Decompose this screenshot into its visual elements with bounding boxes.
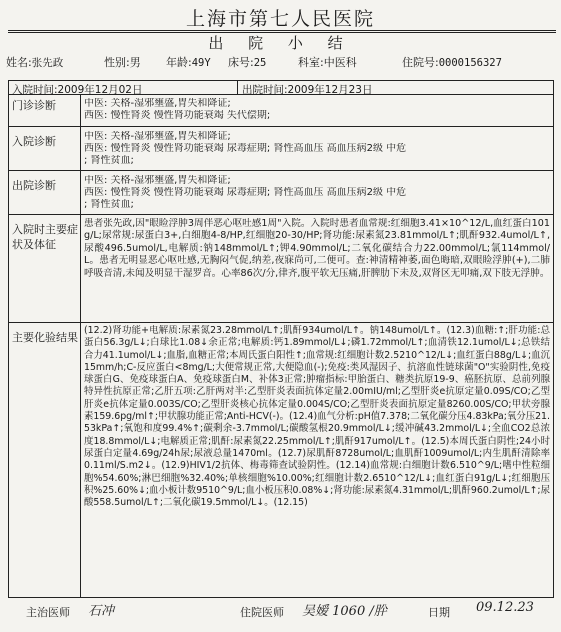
date-label: 日期 xyxy=(428,606,450,619)
discharge-diagnosis: 中医: 关格-湿邪壅盛,胃失和降证; 西医: 慢性肾炎 慢性肾功能衰竭 尿毒症期; 肾性高血压 高血压病2级 中危 ; 肾性贫血; xyxy=(84,175,407,210)
admission-diagnosis: 中医: 关格-湿邪壅盛,胃失和降证; 西医: 慢性肾炎 慢性肾功能衰竭 尿毒症期; 肾性高血压 高血压病2级 中危 ; 肾性贫血; xyxy=(84,131,407,166)
patient-department: 科室:中医科 xyxy=(298,56,357,69)
patient-bed: 床号:25 xyxy=(228,56,267,69)
patient-age: 年龄:49Y xyxy=(166,56,211,69)
row-divider xyxy=(8,322,554,323)
outpatient-diagnosis: 中医: 关格-湿邪壅盛,胃失和降证; 西医: 慢性肾炎 慢性肾功能衰竭 失代偿期; xyxy=(84,98,271,121)
row-divider xyxy=(8,126,554,127)
admission-number: 住院号:0000156327 xyxy=(402,56,502,69)
row-divider xyxy=(8,170,554,171)
admit-date: 入院时间:2009年12月02日 xyxy=(12,84,143,96)
title-rule-top xyxy=(8,30,556,31)
document-title: 出 院 小 结 xyxy=(208,34,353,52)
discharge-date: 出院时间:2009年12月23日 xyxy=(242,84,373,96)
symptoms-text: 患者张先政,因"眼睑浮肿3周伴恶心呕吐感1周"入院。入院时患者血常规:红细胞3.41×10^12/L,血红蛋白101g/L;尿常规:尿蛋白3+,白细胞4-8/HP,红细胞20-30/HP;肾功能:尿素氮23.81mmol/L↑;肌酐932.4umol/L↑,尿酸496.5umol/L,电解质:钠148mmol/L↑;钾4.90mmol/L;二氧化碳结合力22.00mmol/L;氯114mmol/L。患者无明显恶心呕吐感,无胸闷气促,纳差,夜寐尚可,二便可。查:神清精神萎,面色晦暗,双眼睑浮肿(+),二肺呼吸音清,未闻及明显干湿罗音。心率86次/分,律齐,腹平软无压痛,肝脾肋下未及,双肾区无叩痛,双下肢无浮肿。 xyxy=(84,218,550,279)
lab-results-text: (12.2)肾功能+电解质:尿素氮23.28mmol/L↑;肌酐934umol/L↑。钠148umol/L↑。(12.3)血糖:↑;肝功能:总蛋白56.3g/L↓;白球比1.08↓余正常;电解质:钙1.89mmol/L↓;磷1.72mmol/L↑;血清铁12.1umol/L↓;总铁结合力41.1umol/L↓;血脂,血糖正常;本周氏蛋白阳性↑;血常规:红细胞计数2.5210^12/L↓;血红蛋白88g/L↓;血沉15mm/h;C-反应蛋白<8mg/L;大便常规正常,大便隐血(-);免疫:类风湿因子、抗溶血性链球菌"O"实验阴性,免疫球蛋白G、免疫球蛋白A、免疫球蛋白M、补体3正常;肿瘤指标:甲胎蛋白、糖类抗原19-9、癌胚抗原、总前列腺特异性抗原正常;乙肝五项:乙肝两对半:乙型肝炎表面抗体定量2.00mIU/ml;乙型肝炎e抗原定量0.09S/CO;乙型肝炎e抗体定量0.003S/CO;乙型肝炎核心抗体定量0.004S/CO;乙型肝炎表面抗原定量8260.00S/CO;甲状旁腺素159.6pg/ml↑;甲状腺功能正常;Anti-HCV(-)。(12.4)血气分析:pH值7.378;二氧化碳分压4.83kPa;氧分压21.53kPa↑;氧饱和度99.4%↑;碳剩余-3.7mmol/L;碳酸氢根20.9mmol/L↓;缓冲碱43.2mmol/L↓;全血CO2总浓度18.8mmol/L↓;电解质正常;肌酐:尿素氮22.25mmol/L↑;肌酐917umol/L↑。(12.5)本周氏蛋白阴性;24小时尿蛋白定量4.69g/24h尿;尿液总量1470ml。(12.7)尿肌酐8728umol/L;血肌酐1009umol/L;内生肌酐清除率0.11ml/S.m2↓。(12.9)HIV1/2抗体、梅毒筛查试验阴性。(12.14)血常规:白细胞计数6.510^9/L;嗜中性粒细胞%54.60%;淋巴细胞%32.40%;单核细胞%10.00%;红细胞计数2.6510^12/L↓;血红蛋白91g/L↓;红细胞压积%25.60%↓;血小板计数9510^9/L;血小板压积0.08%↓;肾功能:尿素氮4.31mmol/L;肌酐960.2umol/L↑;尿酸558.5umol/L↑;二氧化碳19.5mmol/L↓。(12.15) xyxy=(84,325,550,509)
patient-name: 姓名:张先政 xyxy=(6,56,64,69)
symptoms-label: 入院时主要症状及体征 xyxy=(12,223,78,251)
outpatient-diagnosis-label: 门诊诊断 xyxy=(12,99,56,112)
lab-results-label: 主要化验结果 xyxy=(12,331,78,344)
resident-physician-label: 住院医师 xyxy=(240,606,284,619)
attending-physician-label: 主治医师 xyxy=(26,606,70,619)
admission-diagnosis-label: 入院诊断 xyxy=(12,135,56,148)
resident-signature: 吴嫒 1060 /肸 xyxy=(302,604,387,619)
discharge-diagnosis-label: 出院诊断 xyxy=(12,179,56,192)
date-divider xyxy=(237,81,238,94)
attending-signature: 石冲 xyxy=(88,604,115,619)
row-divider xyxy=(8,94,554,95)
hospital-name: 上海市第七人民医院 xyxy=(185,8,375,30)
row-divider xyxy=(8,214,554,215)
patient-gender: 性别:男 xyxy=(104,56,141,69)
label-column-divider xyxy=(80,94,81,597)
date-signature: 09.12.23 xyxy=(476,600,534,615)
